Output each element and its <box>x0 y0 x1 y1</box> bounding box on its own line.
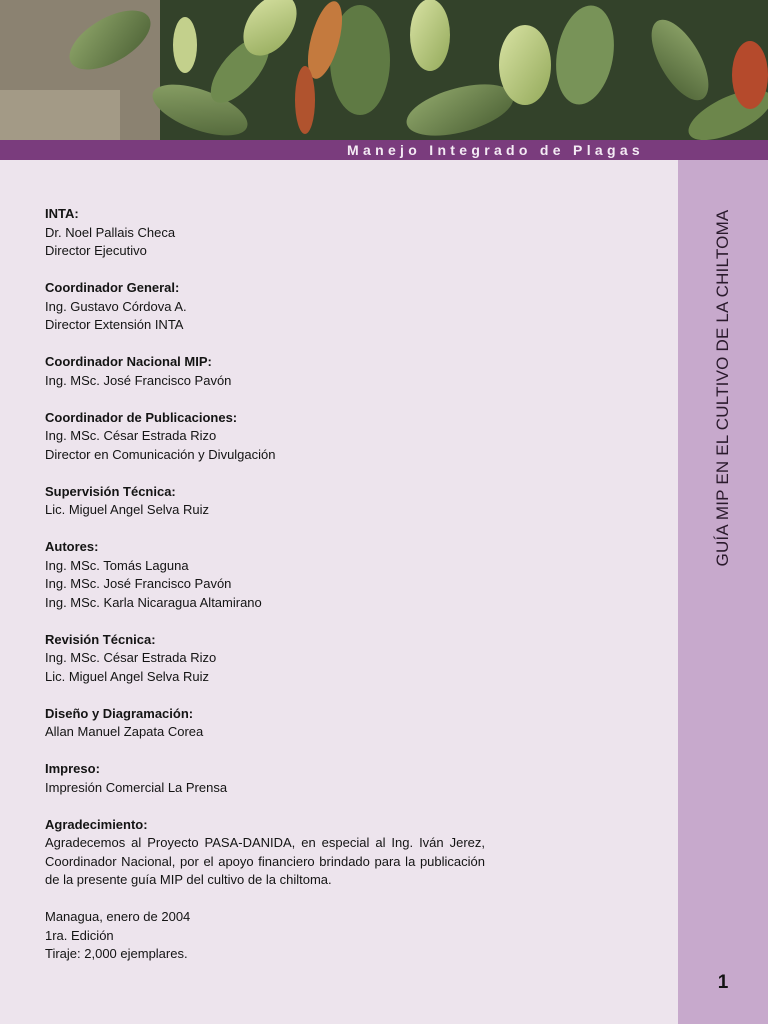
credit-section-impreso <box>45 760 485 797</box>
edition-number: 1ra. Edición <box>45 927 114 943</box>
credit-section-diseno <box>45 705 485 742</box>
credit-line: Lic. Miguel Angel Selva Ruiz <box>45 502 210 517</box>
credit-heading: Coordinador de Publicaciones: <box>45 409 238 425</box>
credit-line: Director en Comunicación y Divulgación <box>45 446 276 462</box>
credit-section-publicaciones <box>45 409 485 465</box>
credit-line: Ing. MSc. José Francisco Pavón <box>45 372 232 388</box>
credit-section-inta <box>45 205 485 261</box>
credit-heading: Diseño y Diagramación: <box>45 705 194 721</box>
credit-line: Director Extensión INTA <box>45 317 184 332</box>
credit-line: Allan Manuel Zapata Corea <box>45 724 204 739</box>
credit-line: Ing. MSc. Karla Nicaragua Altamirano <box>45 594 262 610</box>
credit-line: Ing. MSc. César Estrada Rizo <box>45 428 217 443</box>
acknowledgement-text: Agradecemos al Proyecto PASA-DANIDA, en especial al Ing. Iván Jerez, Coordinador Nacional, por el apoyo financiero brindado para la publicación de la presente guía MIP del cultivo de la chiltoma. <box>45 835 485 887</box>
credit-heading: Autores: <box>45 539 99 554</box>
header-banner <box>0 140 768 160</box>
credit-line: Lic. Miguel Angel Selva Ruiz <box>45 668 210 684</box>
credit-section-supervision <box>45 483 485 520</box>
credit-line: Ing. MSc. César Estrada Rizo <box>45 650 217 665</box>
credit-section-revision <box>45 631 485 687</box>
series-title: Manejo Integrado de Plagas <box>347 142 644 158</box>
credit-line: Ing. Gustavo Córdova A. <box>45 298 187 314</box>
credit-heading: Revisión Técnica: <box>45 631 156 647</box>
credit-section-autores <box>45 538 485 612</box>
credit-section-coordinador-general <box>45 279 485 335</box>
edition-place-date: Managua, enero de 2004 <box>45 909 191 924</box>
credit-heading: Supervisión Técnica: <box>45 483 176 499</box>
credit-heading: Coordinador Nacional MIP: <box>45 354 212 369</box>
credit-heading: Coordinador General: <box>45 280 180 295</box>
credit-line: Director Ejecutivo <box>45 243 147 258</box>
credit-heading: Impreso: <box>45 761 100 776</box>
pepper-plants-image <box>0 0 768 140</box>
edition-print-run: Tiraje: 2,000 ejemplares. <box>45 946 188 961</box>
credit-line: Ing. MSc. José Francisco Pavón <box>45 576 232 591</box>
page-number: 1 <box>717 972 729 993</box>
credit-line: Dr. Noel Pallais Checa <box>45 224 176 240</box>
guide-title-vertical: GUÍA MIP EN EL CULTIVO DE LA CHILTOMA <box>713 209 732 567</box>
side-strip <box>678 160 768 1024</box>
acknowledgement-section <box>45 816 485 890</box>
edition-section <box>45 908 485 964</box>
credits-page <box>45 205 485 982</box>
cover-photo-peppers <box>0 0 768 140</box>
credit-section-coordinador-nacional <box>45 353 485 390</box>
credit-line: Impresión Comercial La Prensa <box>45 779 228 795</box>
acknowledgement-heading: Agradecimiento: <box>45 816 148 832</box>
credit-heading: INTA: <box>45 206 79 221</box>
credit-line: Ing. MSc. Tomás Laguna <box>45 557 189 573</box>
